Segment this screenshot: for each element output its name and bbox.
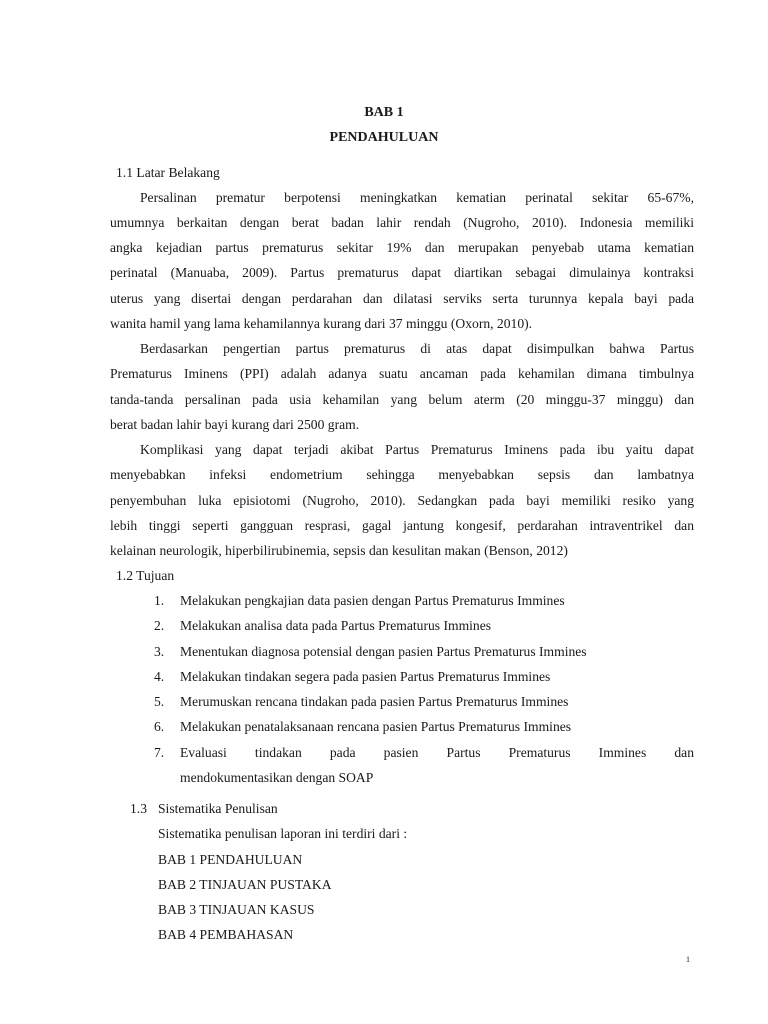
- paragraph-line: tanda-tanda persalinan pada usia kehamilan yang belum aterm (20 minggu-37 minggu) dan: [110, 392, 694, 407]
- section-heading-latar-belakang: 1.1 Latar Belakang: [116, 165, 220, 180]
- page-number: 1: [686, 955, 690, 964]
- paragraph-line: kelainan neurologik, hiperbilirubinemia, sepsis dan kesulitan makan (Benson, 2012): [110, 543, 568, 558]
- paragraph-line: lebih tinggi seperti gangguan resprasi, gagal jantung kongesif, perdarahan intraventrikel dan: [110, 518, 694, 533]
- paragraph-line: wanita hamil yang lama kehamilannya kurang dari 37 minggu (Oxorn, 2010).: [110, 316, 533, 331]
- paragraph-line: Persalinan prematur berpotensi meningkatkan kematian perinatal sekitar 65-67%,: [140, 190, 694, 205]
- chapter-subtitle: PENDAHULUAN: [329, 130, 439, 145]
- list-item-number: 4.: [154, 669, 165, 684]
- list-item-number: 6.: [154, 719, 165, 734]
- list-item: Melakukan penatalaksanaan rencana pasien Partus Prematurus Immines: [180, 719, 572, 734]
- list-item-number: 3.: [154, 644, 165, 659]
- paragraph-line: Prematurus Iminens (PPI) adalah adanya suatu ancaman pada kehamilan dimana timbulnya: [110, 366, 694, 381]
- paragraph-line: penyembuhan luka episiotomi (Nugroho, 2010). Sedangkan pada bayi memiliki resiko yang: [110, 493, 694, 508]
- section-intro: Sistematika penulisan laporan ini terdiri dari :: [158, 826, 408, 841]
- chapter-list-item: BAB 3 TINJAUAN KASUS: [158, 902, 315, 917]
- section-number: 1.3: [130, 801, 147, 816]
- list-item-number: 2.: [154, 618, 165, 633]
- list-item-number: 5.: [154, 694, 165, 709]
- section-heading-tujuan: 1.2 Tujuan: [116, 568, 175, 583]
- paragraph-line: angka kejadian partus prematurus sekitar 19% dan merupakan penyebab utama kematian: [110, 240, 694, 255]
- chapter-title: BAB 1: [364, 105, 404, 120]
- chapter-list-item: BAB 4 PEMBAHASAN: [158, 927, 294, 942]
- list-item: Menentukan diagnosa potensial dengan pasien Partus Prematurus Immines: [180, 644, 587, 659]
- paragraph-line: menyebabkan infeksi endometrium sehingga menyebabkan sepsis dan lambatnya: [110, 467, 694, 482]
- list-item: Melakukan tindakan segera pada pasien Partus Prematurus Immines: [180, 669, 551, 684]
- chapter-list-item: BAB 2 TINJAUAN PUSTAKA: [158, 877, 332, 892]
- chapter-list-item: BAB 1 PENDAHULUAN: [158, 852, 303, 867]
- paragraph-line: umumnya berkaitan dengan berat badan lahir rendah (Nugroho, 2010). Indonesia memiliki: [110, 215, 694, 230]
- list-item-number: 7.: [154, 745, 165, 760]
- list-item: Melakukan pengkajian data pasien dengan Partus Prematurus Immines: [180, 593, 565, 608]
- paragraph-line: uterus yang disertai dengan perdarahan dan dilatasi serviks serta turunnya kepala bayi pada: [110, 291, 694, 306]
- paragraph-line: berat badan lahir bayi kurang dari 2500 gram.: [110, 417, 360, 432]
- list-item: Melakukan analisa data pada Partus Prematurus Immines: [180, 618, 492, 633]
- paragraph-line: Berdasarkan pengertian partus prematurus di atas dapat disimpulkan bahwa Partus: [140, 341, 694, 356]
- section-heading-sistematika: Sistematika Penulisan: [158, 801, 278, 816]
- paragraph-line: Komplikasi yang dapat terjadi akibat Partus Prematurus Iminens pada ibu yaitu dapat: [140, 442, 694, 457]
- list-item-continuation: mendokumentasikan dengan SOAP: [180, 770, 374, 785]
- list-item: Merumuskan rencana tindakan pada pasien Partus Prematurus Immines: [180, 694, 569, 709]
- list-item-number: 1.: [154, 593, 165, 608]
- list-item: Evaluasi tindakan pada pasien Partus Prematurus Immines dan: [180, 745, 694, 760]
- paragraph-line: perinatal (Manuaba, 2009). Partus prematurus dapat diartikan sebagai dimulainya kontraksi: [110, 265, 694, 280]
